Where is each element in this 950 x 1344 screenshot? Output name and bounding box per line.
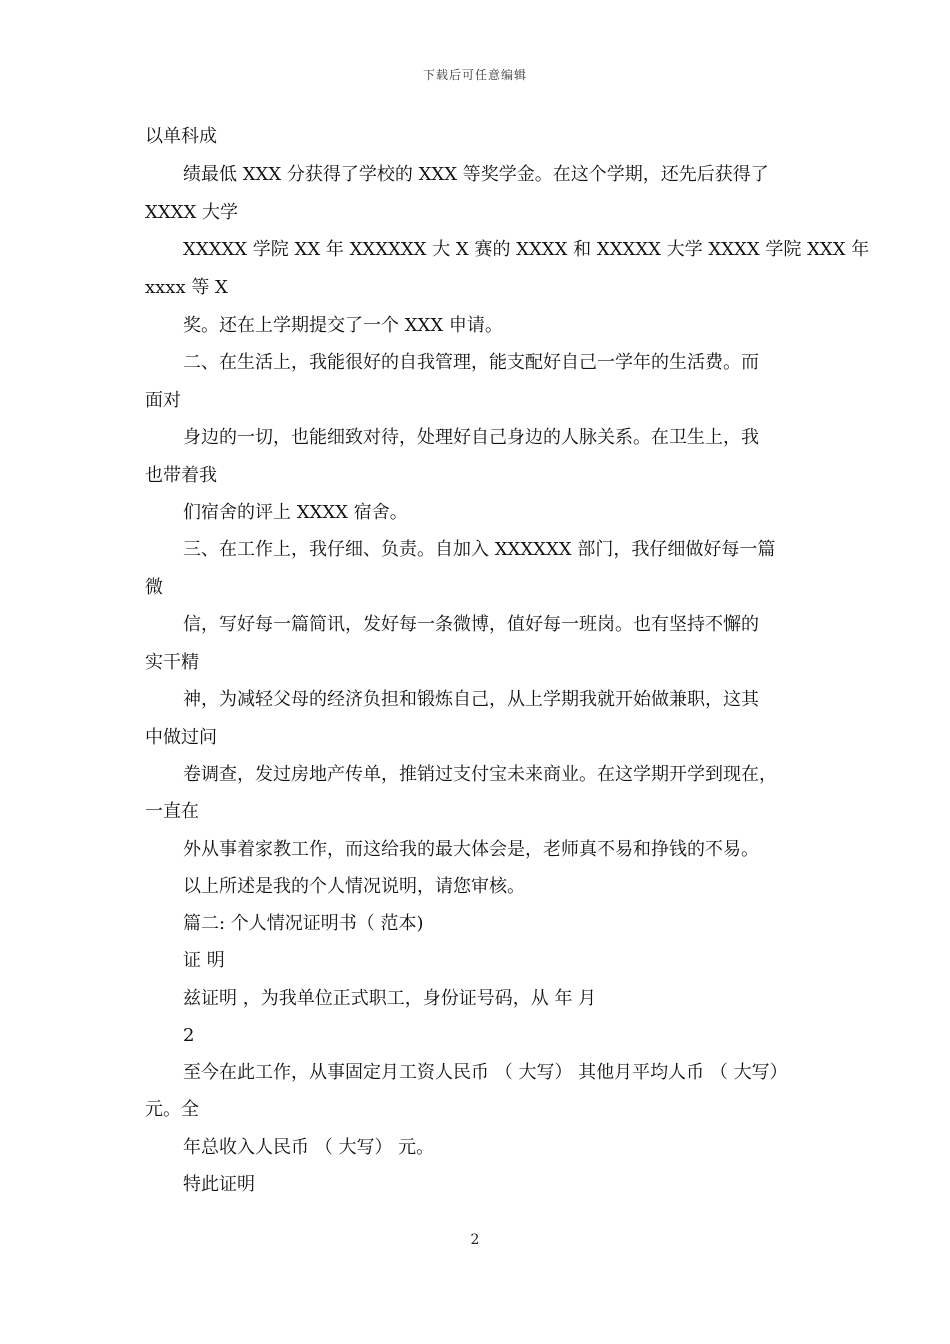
text-line: 特此证明 <box>183 1174 255 1195</box>
text-line: XXXXX 学院 XX 年 XXXXXX 大 X 赛的 XXXX 和 XXXXX 大学 XXXX 学院 XXX 年 <box>183 239 870 260</box>
section-heading: 篇二: 个人情况证明书（ 范本) <box>183 913 424 934</box>
page-number: 2 <box>470 1232 480 1248</box>
certificate-title: 证 明 <box>183 950 225 971</box>
text-line: 年总收入人民币 （ 大写） 元。 <box>183 1137 435 1158</box>
text-line: 卷调查，发过房地产传单，推销过支付宝未来商业。在这学期开学到现在， <box>183 764 777 785</box>
text-line: 至今在此工作，从事固定月工资人民币 （ 大写） 其他月平均人币 （ 大写） <box>183 1062 788 1083</box>
text-line: 实干精 <box>145 652 199 673</box>
header-note: 下载后可任意编辑 <box>422 68 527 82</box>
text-line: xxxx 等 X <box>145 277 228 298</box>
text-line: 们宿舍的评上 XXXX 宿舍。 <box>183 502 408 523</box>
text-line: 身边的一切，也能细致对待，处理好自己身边的人脉关系。在卫生上，我 <box>183 427 759 448</box>
text-line: 神，为减轻父母的经济负担和锻炼自己，从上学期我就开始做兼职，这其 <box>183 689 759 710</box>
text-line: 2 <box>183 1025 195 1046</box>
text-line: 外从事着家教工作，而这给我的最大体会是，老师真不易和挣钱的不易。 <box>183 839 759 860</box>
text-line: 绩最低 XXX 分获得了学校的 XXX 等奖学金。在这个学期，还先后获得了 <box>183 164 769 185</box>
text-line: 二、在生活上，我能很好的自我管理，能支配好自己一学年的生活费。而 <box>183 352 759 373</box>
text-line: 信，写好每一篇简讯，发好每一条微博，值好每一班岗。也有坚持不懈的 <box>183 614 759 635</box>
text-line: 兹证明 ，为我单位正式职工，身份证号码，从 年 月 <box>183 988 597 1009</box>
text-line: 元。全 <box>145 1099 199 1120</box>
text-line: 以单科成 <box>145 126 217 147</box>
text-line: 一直在 <box>145 801 199 822</box>
text-line: 面对 <box>145 390 181 411</box>
text-line: 中做过问 <box>145 727 217 748</box>
text-line: 以上所述是我的个人情况说明，请您审核。 <box>183 876 525 897</box>
text-line: XXXX 大学 <box>145 202 238 223</box>
text-line: 微 <box>145 577 163 598</box>
text-line: 三、在工作上，我仔细、负责。自加入 XXXXXX 部门，我仔细做好每一篇 <box>183 539 776 560</box>
text-line: 也带着我 <box>145 465 217 486</box>
text-line: 奖。还在上学期提交了一个 XXX 申请。 <box>183 315 503 336</box>
